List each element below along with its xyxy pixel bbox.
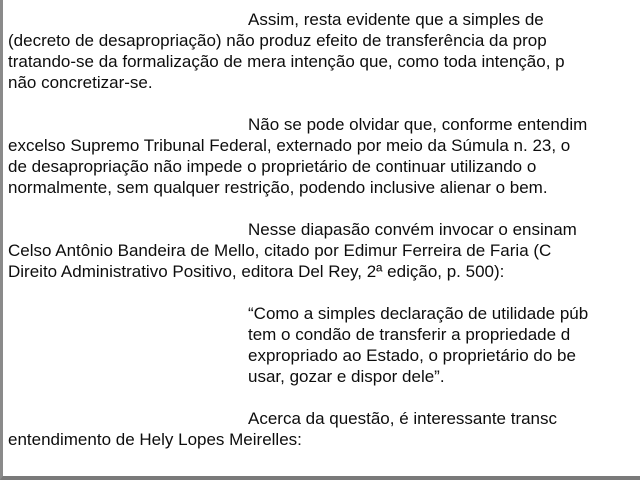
quote-line: expropriado ao Estado, o proprietário do be: [248, 346, 576, 365]
paragraph-gap: [8, 198, 640, 219]
paragraph-1: [8, 9, 640, 93]
text-line: Assim, resta evidente que a simples de: [248, 10, 544, 29]
paragraph-2: [8, 114, 640, 198]
text-line: não concretizar-se.: [8, 73, 153, 92]
text-line: Celso Antônio Bandeira de Mello, citado por Edimur Ferreira de Faria (C: [8, 241, 552, 260]
paragraph-5: [8, 408, 640, 450]
text-line: de desapropriação não impede o proprietário de continuar utilizando o: [8, 157, 537, 176]
quote-line: usar, gozar e dispor dele”.: [248, 367, 445, 386]
quote-line: “Como a simples declaração de utilidade púb: [248, 304, 589, 323]
quote-line: tem o condão de transferir a propriedade d: [248, 325, 571, 344]
document-body: [8, 9, 640, 450]
block-quote: [8, 303, 640, 387]
paragraph-gap: [8, 93, 640, 114]
text-line: tratando-se da formalização de mera intenção que, como toda intenção, p: [8, 52, 565, 71]
paragraph-gap: [8, 282, 640, 303]
text-line: (decreto de desapropriação) não produz efeito de transferência da prop: [8, 31, 547, 50]
paragraph-3: [8, 219, 640, 282]
paragraph-gap: [8, 387, 640, 408]
text-line: Acerca da questão, é interessante transc: [248, 409, 558, 428]
text-line: Nesse diapasão convém invocar o ensinam: [248, 220, 577, 239]
text-line: Não se pode olvidar que, conforme entendim: [248, 115, 588, 134]
text-line: normalmente, sem qualquer restrição, podendo inclusive alienar o bem.: [8, 178, 548, 197]
text-line: excelso Supremo Tribunal Federal, externado por meio da Súmula n. 23, o: [8, 136, 571, 155]
text-line: entendimento de Hely Lopes Meirelles:: [8, 430, 302, 449]
text-line: Direito Administrativo Positivo, editora Del Rey, 2ª edição, p. 500):: [8, 262, 505, 281]
